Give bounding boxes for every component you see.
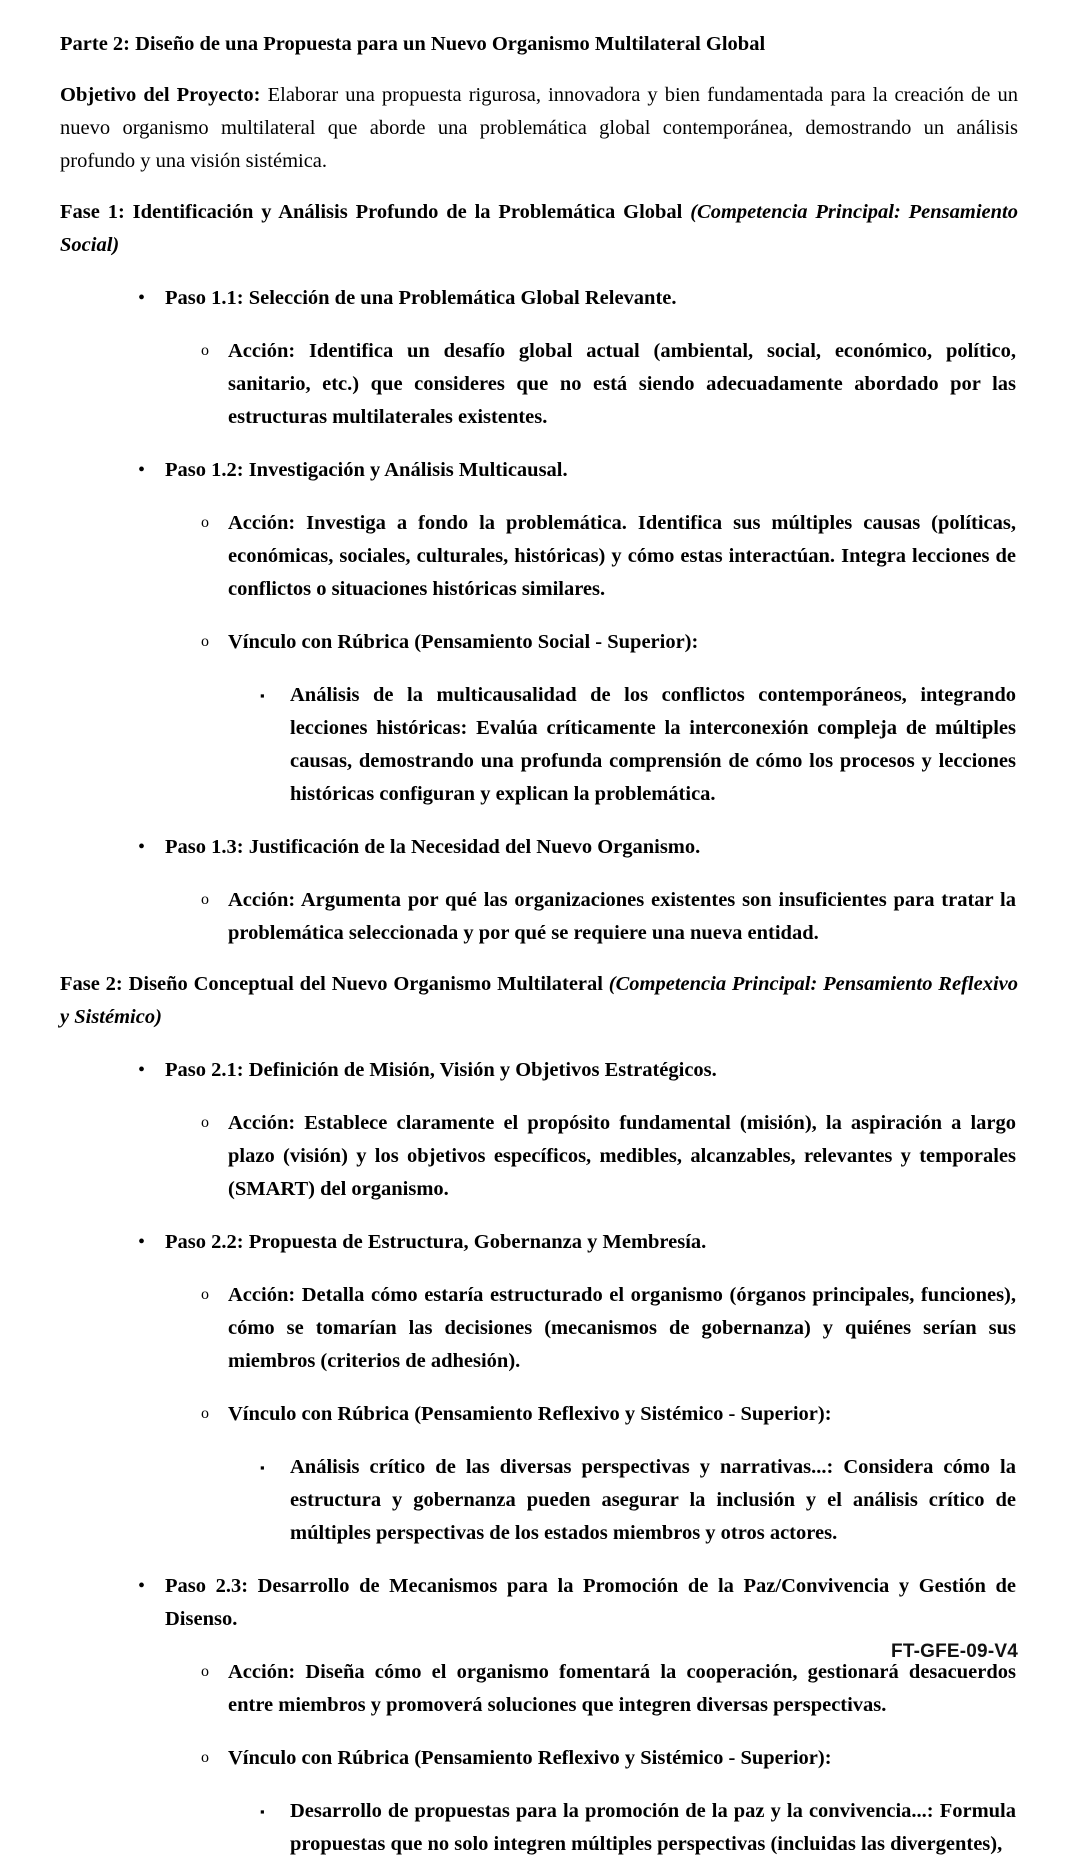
- objective-paragraph: [60, 79, 1018, 178]
- bullet-circle-icon: o: [201, 1749, 209, 1766]
- step-label: Paso 2.3: Desarrollo de Mecanismos para la Promoción de la Paz/Convivencia y Gestión de Disenso.: [165, 1575, 1016, 1630]
- list-item-level2: [60, 507, 1018, 606]
- bullet-square-icon: ▪: [260, 688, 265, 703]
- phase-2-heading-bold: Fase 2: Diseño Conceptual del Nuevo Organismo Multilateral: [60, 973, 609, 995]
- list-item-level1: [60, 454, 1018, 487]
- list-item-level1: [60, 1054, 1018, 1087]
- step-label: Paso 2.2: Propuesta de Estructura, Gobernanza y Membresía.: [165, 1231, 707, 1253]
- rubric-criterion-text: Análisis crítico de las diversas perspectivas y narrativas...: Considera cómo la estructura y gobernanza pueden asegurar la inclusión y el análisis crítico de múltiples perspectivas de los estados miembros y otros actores.: [290, 1456, 1016, 1544]
- rubric-criterion-text: Análisis de la multicausalidad de los conflictos contemporáneos, integrando lecciones históricas: Evalúa críticamente la interconexión compleja de múltiples causas, demostrando una profunda comprensión de cómo los procesos y lecciones históricas configuran y explican la problemática.: [290, 684, 1016, 805]
- list-item-level1: [60, 1570, 1018, 1636]
- bullet-disc-icon: •: [138, 1059, 146, 1081]
- list-item-level3: [60, 1795, 1018, 1861]
- phase-2-heading-italic: (Competencia Principal: Pensamiento Reflexivo y Sistémico): [60, 973, 1018, 1028]
- action-text: Acción: Argumenta por qué las organizaciones existentes son insuficientes para tratar la problemática seleccionada y por qué se requiere una nueva entidad.: [228, 889, 1016, 944]
- list-item-level2: [60, 1107, 1018, 1206]
- step-label: Paso 1.2: Investigación y Análisis Multicausal.: [165, 459, 568, 481]
- bullet-disc-icon: •: [138, 1575, 146, 1597]
- bullet-disc-icon: •: [138, 1231, 146, 1253]
- list-item-level3: [60, 1451, 1018, 1550]
- objective-text: Elaborar una propuesta rigurosa, innovadora y bien fundamentada para la creación de un nuevo organismo multilateral que aborde una problemática global contemporánea, demostrando un análisis profundo y una visión sistémica.: [60, 84, 1018, 172]
- bullet-circle-icon: o: [201, 514, 209, 531]
- step-label: Paso 1.1: Selección de una Problemática Global Relevante.: [165, 287, 677, 309]
- bullet-circle-icon: o: [201, 1286, 209, 1303]
- bullet-disc-icon: •: [138, 836, 146, 858]
- step-label: Paso 2.1: Definición de Misión, Visión y Objetivos Estratégicos.: [165, 1059, 717, 1081]
- bullet-disc-icon: •: [138, 459, 146, 481]
- phase-1-heading-bold: Fase 1: Identificación y Análisis Profundo de la Problemática Global: [60, 201, 691, 223]
- action-text: Acción: Diseña cómo el organismo fomentará la cooperación, gestionará desacuerdos entre miembros y promoverá soluciones que integren diversas perspectivas.: [228, 1661, 1016, 1716]
- bullet-circle-icon: o: [201, 342, 209, 359]
- list-item-level2: [60, 1742, 1018, 1775]
- bullet-circle-icon: o: [201, 1405, 209, 1422]
- bullet-disc-icon: •: [138, 287, 146, 309]
- bullet-circle-icon: o: [201, 1114, 209, 1131]
- list-item-level2: [60, 884, 1018, 950]
- page-title: Parte 2: Diseño de una Propuesta para un Nuevo Organismo Multilateral Global: [60, 33, 766, 55]
- bullet-square-icon: ▪: [260, 1460, 265, 1475]
- list-item-level2: [60, 335, 1018, 434]
- action-text: Acción: Investiga a fondo la problemática. Identifica sus múltiples causas (políticas, económicas, sociales, culturales, históricas) y cómo estas interactúan. Integra lecciones de conflictos o situaciones históricas similares.: [228, 512, 1016, 600]
- bullet-square-icon: ▪: [260, 1804, 265, 1819]
- phase-2-heading: [60, 968, 1018, 1034]
- action-text: Acción: Detalla cómo estaría estructurado el organismo (órganos principales, funciones), cómo se tomarían las decisiones (mecanismos de gobernanza) y quiénes serían sus miembros (criterios de adhesión).: [228, 1284, 1016, 1372]
- action-text: Acción: Identifica un desafío global actual (ambiental, social, económico, político, sanitario, etc.) que consideres que no está siendo adecuadamente abordado por las estructuras multilaterales existentes.: [228, 340, 1016, 428]
- list-item-level3: [60, 679, 1018, 811]
- footer-form-code: FT-GFE-09-V4: [891, 1641, 1018, 1662]
- bullet-circle-icon: o: [201, 891, 209, 908]
- list-item-level1: [60, 1226, 1018, 1259]
- rubric-link-label: Vínculo con Rúbrica (Pensamiento Reflexivo y Sistémico - Superior):: [228, 1747, 832, 1769]
- list-item-level2: [60, 626, 1018, 659]
- bullet-circle-icon: o: [201, 633, 209, 650]
- action-text: Acción: Establece claramente el propósito fundamental (misión), la aspiración a largo plazo (visión) y los objetivos específicos, medibles, alcanzables, relevantes y temporales (SMART) del organismo.: [228, 1112, 1016, 1200]
- list-item-level2: [60, 1398, 1018, 1431]
- list-item-level1: [60, 282, 1018, 315]
- bullet-circle-icon: o: [201, 1663, 209, 1680]
- list-item-level2: [60, 1279, 1018, 1378]
- phase-1-heading-italic: (Competencia Principal: Pensamiento Social): [60, 201, 1018, 256]
- step-label: Paso 1.3: Justificación de la Necesidad del Nuevo Organismo.: [165, 836, 701, 858]
- list-item-level1: [60, 831, 1018, 864]
- objective-label: Objetivo del Proyecto:: [60, 84, 261, 106]
- rubric-link-label: Vínculo con Rúbrica (Pensamiento Reflexivo y Sistémico - Superior):: [228, 1403, 832, 1425]
- rubric-link-label: Vínculo con Rúbrica (Pensamiento Social - Superior):: [228, 631, 699, 653]
- rubric-criterion-text: Desarrollo de propuestas para la promoción de la paz y la convivencia...: Formula propuestas que no solo integren múltiples perspectivas (incluidas las divergentes),: [290, 1800, 1016, 1855]
- list-item-level2: [60, 1656, 1018, 1722]
- phase-1-heading: [60, 196, 1018, 262]
